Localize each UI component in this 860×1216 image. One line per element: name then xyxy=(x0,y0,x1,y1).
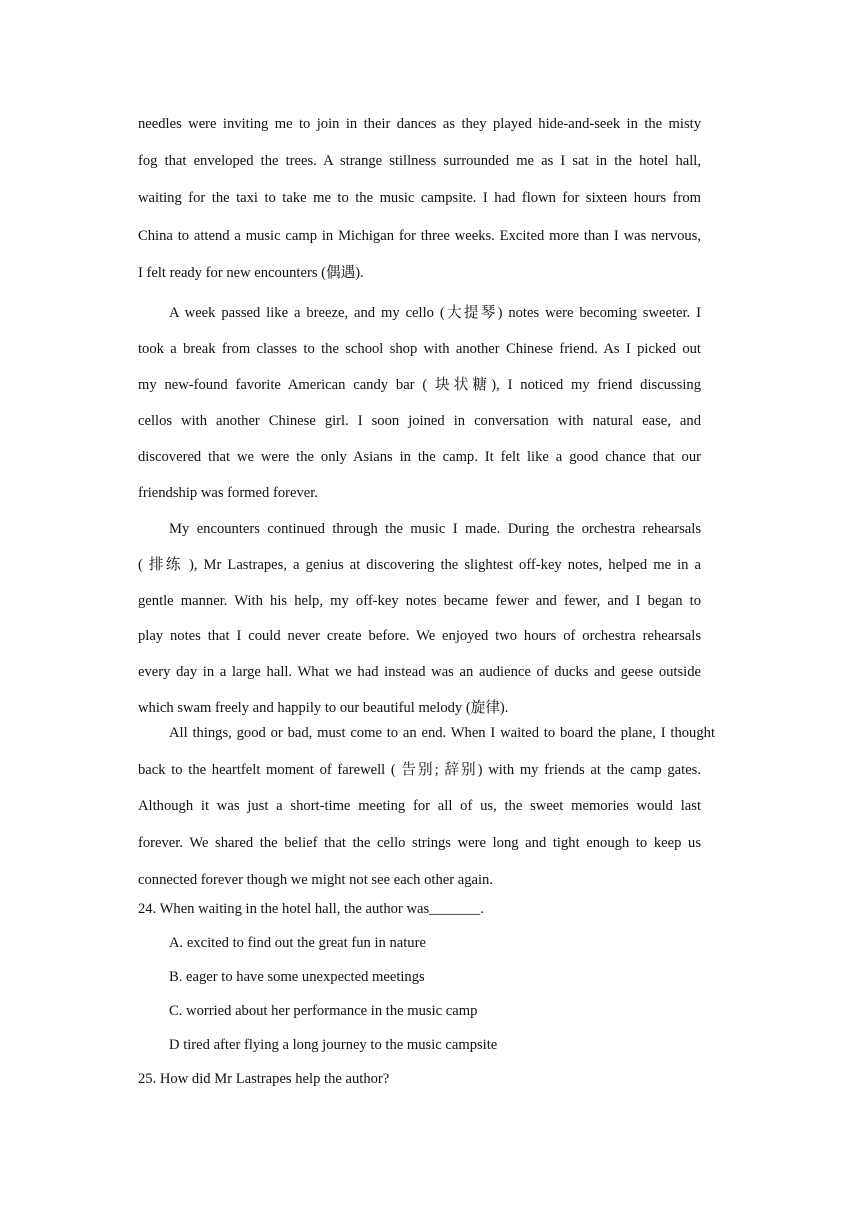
passage-p4-line-4: forever. We shared the belief that the cello strings were long and tight enough to keep us xyxy=(138,835,701,851)
question-25-stem: 25. How did Mr Lastrapes help the author? xyxy=(138,1071,390,1087)
passage-p4-line-5: connected forever though we might not see each other again. xyxy=(138,872,493,888)
passage-p2-line-5: discovered that we were the only Asians in the camp. It felt like a good chance that our xyxy=(138,449,701,465)
passage-p4-line-1: All things, good or bad, must come to an end. When I waited to board the plane, I thought xyxy=(169,725,715,741)
passage-p3-line-5: every day in a large hall. What we had instead was an audience of ducks and geese outside xyxy=(138,664,701,680)
question-24-stem: 24. When waiting in the hotel hall, the author was_______. xyxy=(138,901,484,917)
passage-p2-line-1: A week passed like a breeze, and my cello (大提琴) notes were becoming sweeter. I xyxy=(169,305,701,321)
passage-p1-line-4: China to attend a music camp in Michigan for three weeks. Excited more than I was nervous, xyxy=(138,228,701,244)
question-24-option-d: D tired after flying a long journey to the music campsite xyxy=(169,1037,498,1053)
passage-p2-line-3: my new-found favorite American candy bar ( 块状糖), I noticed my friend discussing xyxy=(138,377,701,393)
passage-p1-line-2: fog that enveloped the trees. A strange stillness surrounded me as I sat in the hotel hall, xyxy=(138,153,701,169)
question-24-option-c: C. worried about her performance in the music camp xyxy=(169,1003,478,1019)
passage-p1-line-1: needles were inviting me to join in their dances as they played hide-and-seek in the misty xyxy=(138,116,701,132)
passage-p3-line-2: ( 排练 ), Mr Lastrapes, a genius at discovering the slightest off-key notes, helped me in a xyxy=(138,557,701,573)
question-24-option-a: A. excited to find out the great fun in nature xyxy=(169,935,426,951)
question-24-option-b: B. eager to have some unexpected meetings xyxy=(169,969,425,985)
passage-p3-line-1: My encounters continued through the music I made. During the orchestra rehearsals xyxy=(169,521,701,537)
passage-p2-line-2: took a break from classes to the school shop with another Chinese friend. As I picked out xyxy=(138,341,701,357)
passage-p3-line-4: play notes that I could never create before. We enjoyed two hours of orchestra rehearsals xyxy=(138,628,701,644)
passage-p1-line-5: I felt ready for new encounters (偶遇). xyxy=(138,265,364,281)
passage-p4-line-3: Although it was just a short-time meeting for all of us, the sweet memories would last xyxy=(138,798,701,814)
passage-p3-line-3: gentle manner. With his help, my off-key notes became fewer and fewer, and I began to xyxy=(138,593,701,609)
passage-p2-line-4: cellos with another Chinese girl. I soon joined in conversation with natural ease, and xyxy=(138,413,701,429)
passage-p1-line-3: waiting for the taxi to take me to the music campsite. I had flown for sixteen hours from xyxy=(138,190,701,206)
passage-p2-line-6: friendship was formed forever. xyxy=(138,485,318,501)
passage-p3-line-6: which swam freely and happily to our beautiful melody (旋律). xyxy=(138,700,509,716)
passage-p4-line-2: back to the heartfelt moment of farewell ( 告别; 辞别) with my friends at the camp gates. xyxy=(138,762,701,778)
